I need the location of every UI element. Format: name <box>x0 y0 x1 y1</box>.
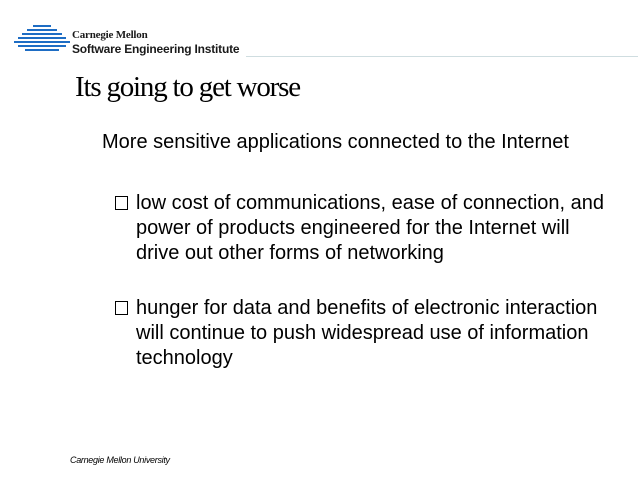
sub-bullet-2 <box>115 296 615 371</box>
footer-text: Carnegie Mellon University <box>70 455 170 465</box>
square-bullet-icon <box>115 301 128 315</box>
org-line-2: Software Engineering Institute <box>72 42 240 56</box>
slide-title: Its going to get worse <box>75 71 300 103</box>
header-divider <box>246 56 638 57</box>
sub-bullet-text: hunger for data and benefits of electronic interaction will continue to push widespread use of information technology <box>136 297 598 369</box>
striped-globe-icon <box>14 24 70 54</box>
sei-header <box>14 22 244 58</box>
square-bullet-icon <box>115 196 128 210</box>
org-line-1: Carnegie Mellon <box>72 29 148 41</box>
main-bullet: More sensitive applications connected to the Internet <box>102 131 569 153</box>
sub-bullet-1 <box>115 191 615 266</box>
sub-bullet-text: low cost of communications, ease of connection, and power of products engineered for the Internet will drive out other forms of networking <box>136 192 605 264</box>
